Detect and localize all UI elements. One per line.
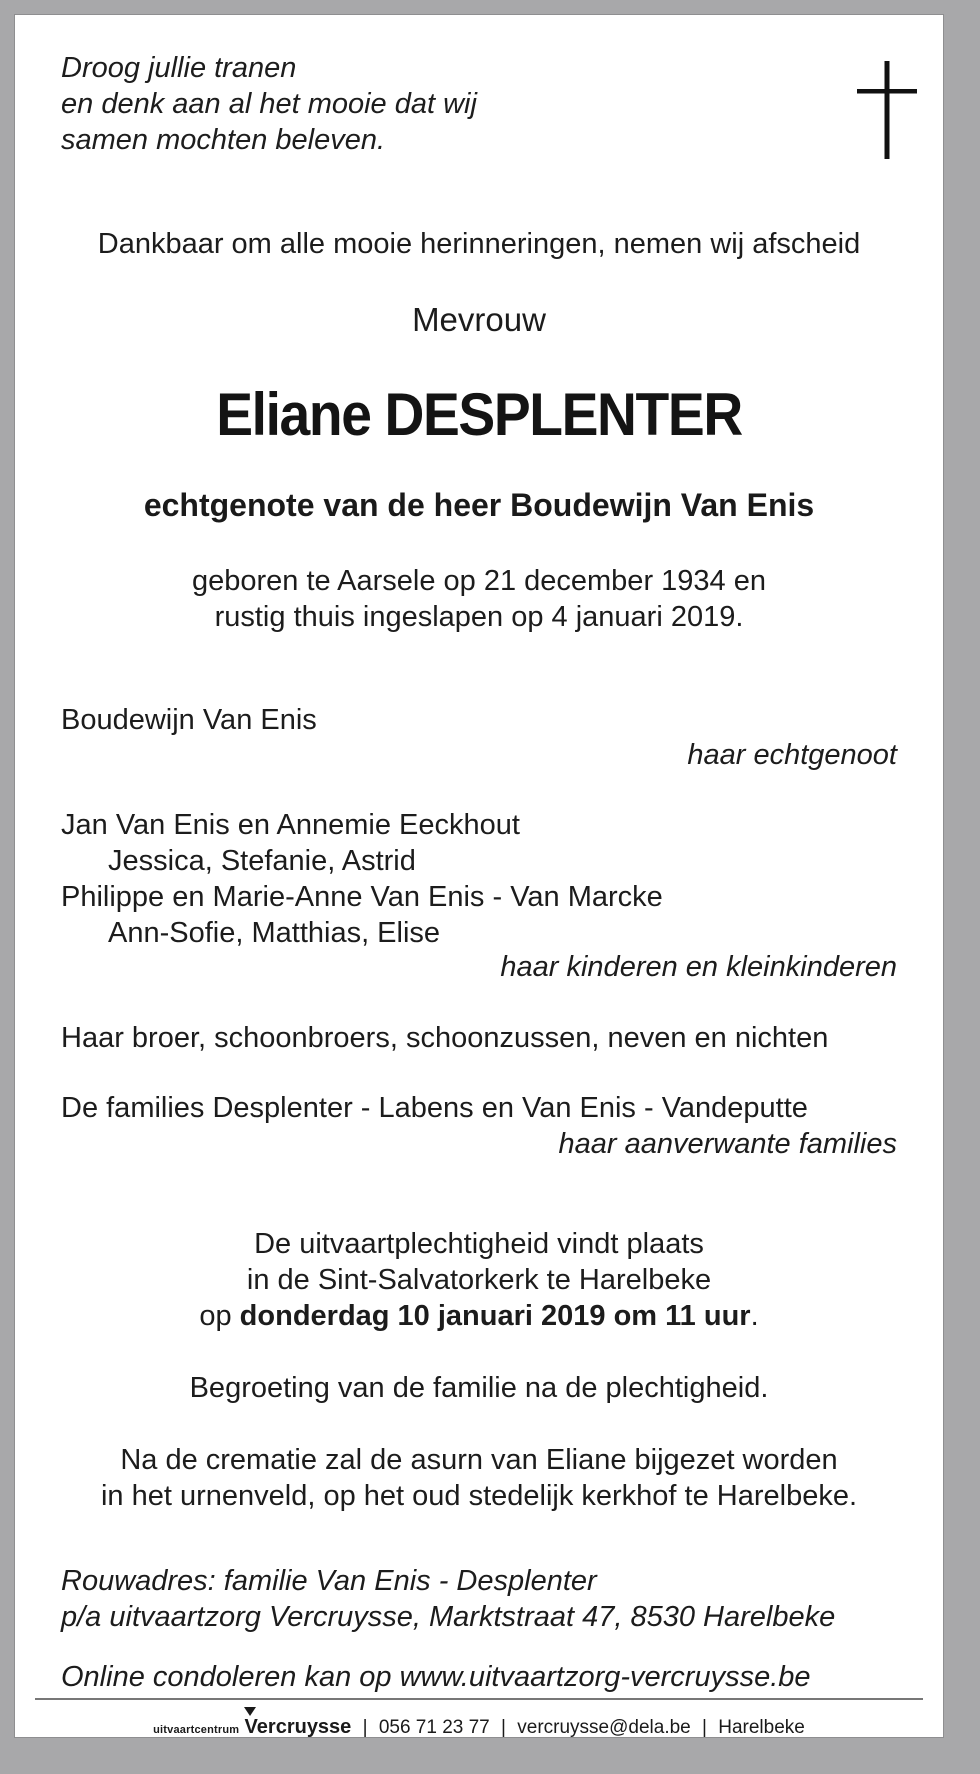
footer-brand-text: Vercruysse <box>244 1716 352 1738</box>
child-line: Philippe en Marie-Anne Van Enis - Van Marcke <box>61 881 663 913</box>
footer-prefix: uitvaartcentrum <box>153 1724 240 1736</box>
grandchildren-line: Ann-Sofie, Matthias, Elise <box>108 917 441 949</box>
ceremony-line: De uitvaartplechtigheid vindt plaats <box>254 1228 704 1260</box>
online-condolence: Online condoleren kan op www.uitvaartzorg-vercruysse.be <box>61 1661 811 1693</box>
children-list <box>61 807 663 951</box>
footer-separator: | <box>501 1717 506 1738</box>
title: Mevrouw <box>412 301 546 338</box>
families-label: haar aanverwante families <box>558 1128 897 1160</box>
siblings-line: Haar broer, schoonbroers, schoonzussen, neven en nichten <box>61 1022 829 1054</box>
address-line: Rouwadres: familie Van Enis - Desplenter <box>61 1565 597 1597</box>
ceremony-prefix: op <box>199 1300 240 1332</box>
poem-line: Droog jullie tranen <box>61 52 297 84</box>
footer-phone: 056 71 23 77 <box>378 1717 490 1738</box>
poem-line: en denk aan al het mooie dat wij <box>61 88 477 120</box>
cross-icon <box>857 61 917 159</box>
intro-text: Dankbaar om alle mooie herinneringen, nemen wij afscheid <box>97 228 861 260</box>
footer-separator: | <box>362 1717 368 1738</box>
address-line: p/a uitvaartzorg Vercruysse, Marktstraat 47, 8530 Harelbeke <box>61 1601 836 1633</box>
ceremony-info <box>15 1226 943 1334</box>
spouse-line: echtgenote van de heer Boudewijn Van Enis <box>143 487 815 523</box>
deceased-name: Eliane DESPLENTER <box>216 381 742 448</box>
ceremony-date-line <box>15 1298 943 1334</box>
child-line: Jan Van Enis en Annemie Eeckhout <box>61 809 520 841</box>
cremation-info <box>15 1442 943 1514</box>
children-label: haar kinderen en kleinkinderen <box>500 951 897 983</box>
footer-city: Harelbeke <box>718 1717 805 1738</box>
husband-label: haar echtgenoot <box>687 739 897 771</box>
poem <box>61 50 477 158</box>
poem-line: samen mochten beleven. <box>61 124 386 156</box>
ceremony-line: in de Sint-Salvatorkerk te Harelbeke <box>246 1264 712 1296</box>
cremation-line: Na de crematie zal de asurn van Eliane bijgezet worden <box>120 1444 838 1476</box>
husband-name: Boudewijn Van Enis <box>61 704 317 736</box>
grandchildren-line: Jessica, Stefanie, Astrid <box>108 845 416 877</box>
mourning-address <box>61 1563 835 1635</box>
ceremony-suffix: . <box>750 1300 759 1332</box>
ceremony-date: donderdag 10 januari 2019 om 11 uur <box>239 1300 751 1332</box>
birth-death-text <box>15 563 943 635</box>
born-line: geboren te Aarsele op 21 december 1934 en <box>192 565 766 597</box>
died-line: rustig thuis ingeslapen op 4 januari 2019. <box>214 601 744 633</box>
divider <box>35 1698 923 1700</box>
death-notice <box>14 14 944 1738</box>
footer-separator: | <box>702 1717 707 1738</box>
greeting-line: Begroeting van de familie na de plechtigheid. <box>189 1372 769 1404</box>
footer <box>15 1716 943 1739</box>
families-line: De families Desplenter - Labens en Van Enis - Vandeputte <box>61 1092 808 1124</box>
footer-email: vercruysse@dela.be <box>517 1717 691 1738</box>
triangle-icon <box>244 1707 256 1716</box>
footer-brand <box>245 1716 352 1738</box>
cremation-line: in het urnenveld, op het oud stedelijk kerkhof te Harelbeke. <box>100 1480 858 1512</box>
